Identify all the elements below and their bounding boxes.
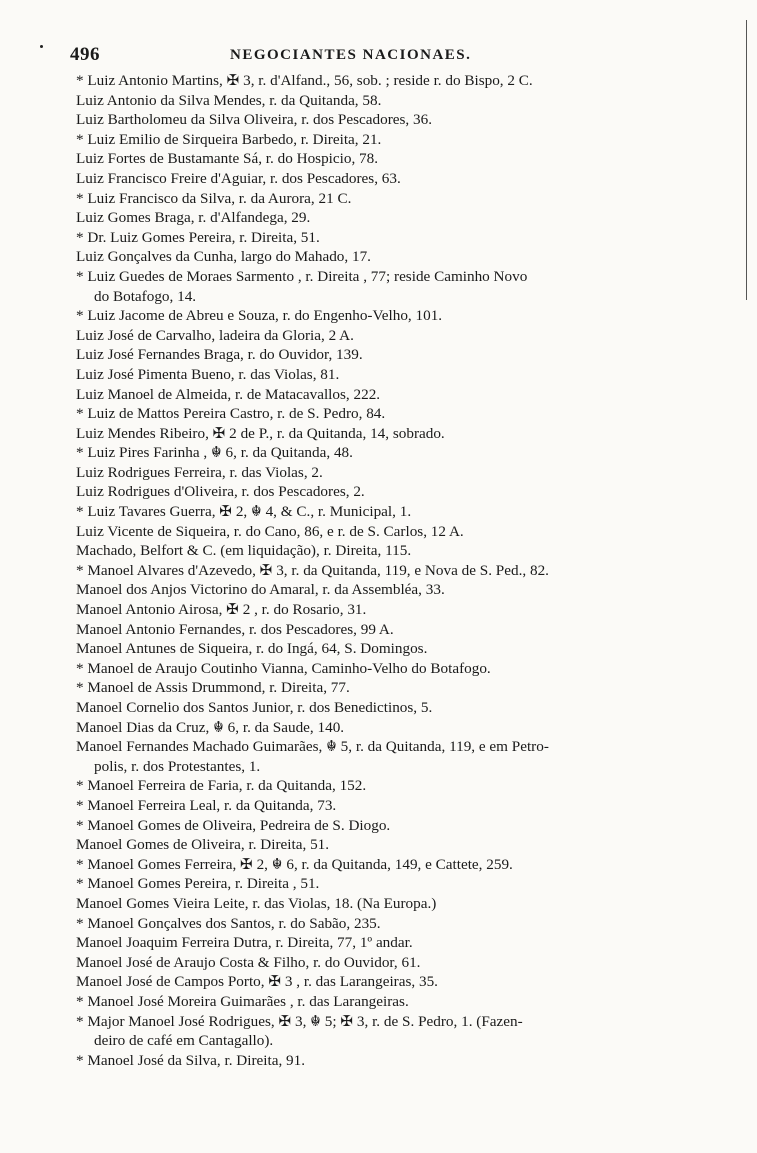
entry-continuation: do Botafogo, 14.	[94, 287, 197, 305]
margin-mark	[40, 45, 43, 48]
directory-entry: * Dr. Luiz Gomes Pereira, r. Direita, 51.	[76, 228, 320, 246]
directory-entry: Manoel Antonio Airosa, ✠ 2 , r. do Rosario, 31.	[76, 601, 367, 619]
directory-entry: * Manoel de Assis Drummond, r. Direita, 77.	[76, 679, 350, 697]
directory-entry: Manoel José de Campos Porto, ✠ 3 , r. das Larangeiras, 35.	[76, 973, 438, 991]
directory-entry: * Luiz Antonio Martins, ✠ 3, r. d'Alfand., 56, sob. ; reside r. do Bispo, 2 C.	[76, 72, 533, 89]
directory-entry: Manoel Dias da Cruz, ☬ 6, r. da Saude, 140.	[76, 718, 345, 736]
directory-entry: * Manoel Gonçalves dos Santos, r. do Sabão, 235.	[76, 914, 381, 932]
directory-entry: * Luiz Francisco da Silva, r. da Aurora, 21 C.	[76, 189, 352, 207]
directory-entry: * Luiz Guedes de Moraes Sarmento , r. Direita , 77; reside Caminho Novo	[76, 267, 528, 285]
directory-entry: * Manoel Gomes de Oliveira, Pedreira de S. Diogo.	[76, 816, 391, 834]
directory-entry: * Manoel Ferreira Leal, r. da Quitanda, 73.	[76, 796, 337, 814]
directory-entry: Luiz Rodrigues d'Oliveira, r. dos Pescadores, 2.	[76, 483, 365, 501]
directory-entry: Luiz Vicente de Siqueira, r. do Cano, 86, e r. de S. Carlos, 12 A.	[76, 522, 464, 540]
entry-continuation: polis, r. dos Protestantes, 1.	[94, 757, 261, 775]
directory-entry: Manoel dos Anjos Victorino do Amaral, r. da Assembléa, 33.	[76, 581, 445, 599]
directory-entry: * Manoel Ferreira de Faria, r. da Quitanda, 152.	[76, 777, 367, 795]
page-number: 496	[70, 44, 100, 65]
directory-entry: Manoel José de Araujo Costa & Filho, r. do Ouvidor, 61.	[76, 953, 421, 971]
page-header	[70, 44, 710, 68]
directory-entry: Luiz Manoel de Almeida, r. de Matacavallos, 222.	[76, 385, 381, 403]
directory-entry: * Luiz Pires Farinha , ☬ 6, r. da Quitanda, 48.	[76, 444, 353, 462]
running-head: NEGOCIANTES NACIONAES.	[230, 47, 472, 63]
directory-entry: Manoel Antunes de Siqueira, r. do Ingá, 64, S. Domingos.	[76, 640, 428, 658]
directory-entry: Luiz Mendes Ribeiro, ✠ 2 de P., r. da Quitanda, 14, sobrado.	[76, 424, 445, 442]
directory-entry: Luiz Francisco Freire d'Aguiar, r. dos Pescadores, 63.	[76, 169, 401, 187]
entry-continuation: deiro de café em Cantagallo).	[94, 1032, 274, 1050]
directory-entry: * Luiz Jacome de Abreu e Souza, r. do Engenho-Velho, 101.	[76, 307, 443, 325]
directory-entry: * Luiz Emilio de Sirqueira Barbedo, r. Direita, 21.	[76, 130, 382, 148]
directory-entry: Machado, Belfort & C. (em liquidação), r. Direita, 115.	[76, 542, 412, 560]
directory-entry: * Manoel Gomes Ferreira, ✠ 2, ☬ 6, r. da Quitanda, 149, e Cattete, 259.	[76, 855, 513, 873]
directory-entry: Manoel Joaquim Ferreira Dutra, r. Direita, 77, 1º andar.	[76, 934, 413, 952]
directory-entry: * Manoel de Araujo Coutinho Vianna, Caminho-Velho do Botafogo.	[76, 659, 491, 677]
directory-entry: Luiz Fortes de Bustamante Sá, r. do Hospicio, 78.	[76, 150, 379, 168]
directory-entry: * Luiz de Mattos Pereira Castro, r. de S. Pedro, 84.	[76, 405, 386, 423]
directory-entry: * Manoel Alvares d'Azevedo, ✠ 3, r. da Quitanda, 119, e Nova de S. Ped., 82.	[76, 561, 549, 579]
directory-entry: * Luiz Tavares Guerra, ✠ 2, ☬ 4, & C., r. Municipal, 1.	[76, 503, 412, 521]
margin-rule	[746, 20, 747, 300]
directory-entry: Manoel Gomes de Oliveira, r. Direita, 51.	[76, 836, 330, 854]
directory-entry: Luiz Gonçalves da Cunha, largo do Mahado, 17.	[76, 248, 371, 266]
directory-entry: Luiz Bartholomeu da Silva Oliveira, r. dos Pescadores, 36.	[76, 111, 432, 129]
directory-entry: Manoel Cornelio dos Santos Junior, r. dos Benedictinos, 5.	[76, 699, 433, 716]
directory-entry: * Manoel José Moreira Guimarães , r. das Larangeiras.	[76, 992, 409, 1010]
directory-entry: * Manoel Gomes Pereira, r. Direita , 51.	[76, 875, 320, 893]
directory-entry: Luiz José Pimenta Bueno, r. das Violas, 81.	[76, 365, 340, 383]
directory-entry: Luiz Rodrigues Ferreira, r. das Violas, 2.	[76, 463, 323, 481]
directory-entry: Manoel Fernandes Machado Guimarães, ☬ 5, r. da Quitanda, 119, e em Petro-	[76, 738, 549, 756]
directory-entry: * Manoel José da Silva, r. Direita, 91.	[76, 1051, 306, 1069]
directory-entry: Luiz José de Carvalho, ladeira da Gloria, 2 A.	[76, 326, 354, 344]
directory-entry: Manoel Gomes Vieira Leite, r. das Violas, 18. (Na Europa.)	[76, 894, 437, 912]
directory-entry: Luiz José Fernandes Braga, r. do Ouvidor, 139.	[76, 346, 363, 364]
directory-entry: * Major Manoel José Rodrigues, ✠ 3, ☬ 5; ✠ 3, r. de S. Pedro, 1. (Fazen-	[76, 1012, 523, 1030]
directory-entries	[76, 71, 716, 1070]
directory-entry: Luiz Gomes Braga, r. d'Alfandega, 29.	[76, 209, 311, 227]
directory-entry: Manoel Antonio Fernandes, r. dos Pescadores, 99 A.	[76, 620, 394, 638]
directory-entry: Luiz Antonio da Silva Mendes, r. da Quitanda, 58.	[76, 91, 382, 109]
